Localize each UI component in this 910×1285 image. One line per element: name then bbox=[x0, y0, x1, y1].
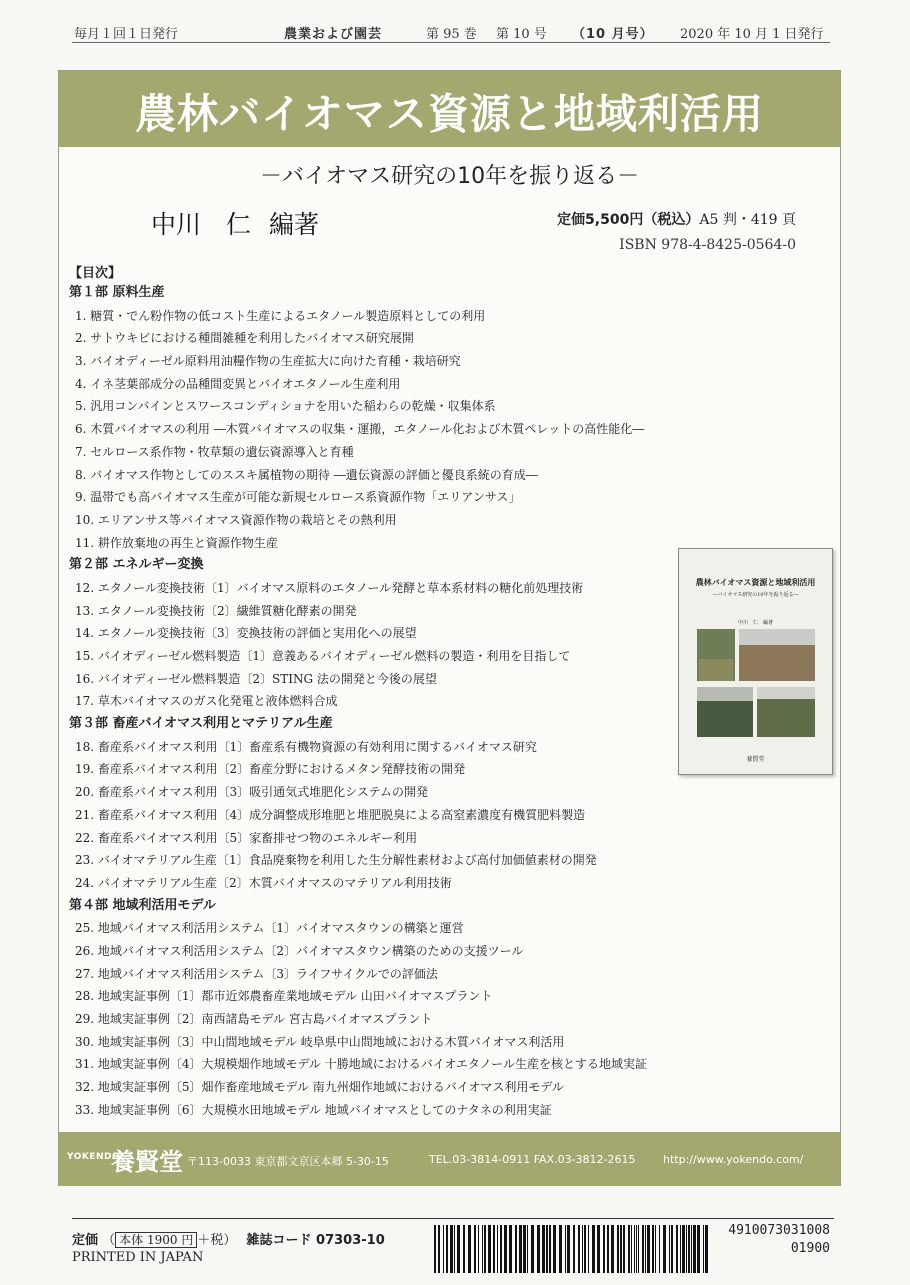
toc-item: 28. 地域実証事例〔1〕都市近郊農畜産業地域モデル 山田バイオマスプラント bbox=[75, 989, 493, 1004]
toc-item: 30. 地域実証事例〔3〕中山間地域モデル 岐阜県中山間地域における木質バイオマス利活用 bbox=[75, 1034, 565, 1049]
publisher-band bbox=[59, 1132, 840, 1186]
barcode-bar bbox=[546, 1225, 548, 1273]
barcode-bar bbox=[497, 1225, 498, 1273]
toc-item: 7. セルロース系作物・牧草類の遺伝資源導入と育種 bbox=[75, 444, 354, 459]
barcode-bar bbox=[588, 1225, 589, 1273]
barcode-bar bbox=[645, 1225, 646, 1273]
barcode-bar bbox=[686, 1225, 687, 1273]
barcode-bar bbox=[691, 1225, 692, 1273]
barcode-bar bbox=[703, 1225, 704, 1273]
price-open-paren: （ bbox=[102, 1233, 116, 1248]
toc-item: 20. 畜産系バイオマス利用〔3〕吸引通気式堆肥化システムの開発 bbox=[75, 785, 428, 800]
barcode-bar bbox=[659, 1225, 660, 1273]
barcode-bar bbox=[611, 1225, 614, 1273]
issue-frequency: 毎月１回１日発行 bbox=[74, 27, 179, 42]
cover-photos bbox=[697, 629, 815, 751]
barcode-bar bbox=[663, 1225, 666, 1273]
barcode-bar bbox=[523, 1225, 526, 1273]
toc-item: 24. バイオマテリアル生産〔2〕木質バイオマスのマテリアル利用技術 bbox=[75, 875, 452, 890]
book-format: A5 判・419 頁 bbox=[699, 212, 796, 228]
barcode-bar bbox=[682, 1225, 685, 1273]
magazine-name: 農業および園芸 bbox=[284, 27, 383, 42]
barcode-bar bbox=[697, 1225, 700, 1273]
volume-number: 第 95 巻 bbox=[426, 27, 477, 42]
barcode-bar bbox=[457, 1225, 460, 1273]
barcode-bar bbox=[636, 1225, 637, 1273]
barcode-bar bbox=[553, 1225, 556, 1273]
barcode-bar bbox=[652, 1225, 654, 1273]
title-band bbox=[59, 71, 840, 147]
toc-part-title: 第１部 原料生産 bbox=[69, 285, 165, 300]
toc-item: 5. 汎用コンバインとスワースコンディショナを用いた稲わらの乾燥・収集体系 bbox=[75, 399, 496, 414]
price-tax: ＋税） bbox=[197, 1233, 237, 1248]
barcode-bar bbox=[705, 1225, 708, 1273]
toc-item: 11. 耕作放棄地の再生と資源作物生産 bbox=[75, 535, 278, 550]
barcode-bar bbox=[680, 1225, 681, 1273]
book-title: 農林バイオマス資源と地域利活用 bbox=[135, 90, 764, 138]
printed-in: PRINTED IN JAPAN bbox=[72, 1250, 204, 1265]
isbn: ISBN 978-4-8425-0564-0 bbox=[619, 237, 796, 253]
barcode-bar bbox=[567, 1225, 570, 1273]
barcode-bar bbox=[542, 1225, 545, 1273]
book-author: 中川 仁 編著 bbox=[151, 210, 319, 239]
toc-item: 1. 糖質・でん粉作物の低コスト生産によるエタノール製造原料としての利用 bbox=[75, 308, 486, 323]
barcode-bar bbox=[603, 1225, 605, 1273]
barcode-bar bbox=[573, 1225, 575, 1273]
book-subtitle: －バイオマス研究の10年を振り返る－ bbox=[259, 164, 640, 189]
toc-item: 2. サトウキビにおける種間雑種を利用したバイオマス研究展開 bbox=[75, 331, 414, 346]
table-of-contents bbox=[69, 282, 689, 1121]
barcode-bar bbox=[631, 1225, 632, 1273]
barcode-bar bbox=[527, 1225, 528, 1273]
toc-heading: 【目次】 bbox=[69, 266, 122, 281]
toc-item: 3. バイオディーゼル原料用油糧作物の生産拡大に向けた育種・栽培研究 bbox=[75, 354, 461, 369]
publisher-logo: YOKENDO bbox=[67, 1152, 121, 1162]
toc-item: 15. バイオディーゼル燃料製造〔1〕意義あるバイオディーゼル燃料の製造・利用を目指して bbox=[75, 649, 571, 663]
barcode-bar bbox=[582, 1225, 583, 1273]
cover-photo-4-sky bbox=[757, 687, 815, 699]
barcode-bar bbox=[509, 1225, 512, 1273]
toc-item: 16. バイオディーゼル燃料製造〔2〕STING 法の開発と今後の展望 bbox=[75, 671, 437, 686]
barcode bbox=[434, 1225, 714, 1275]
toc-item: 23. バイオマテリアル生産〔1〕食品廃棄物を利用した生分解性素材および高付加価値素材の開発 bbox=[75, 853, 597, 868]
barcode-bar bbox=[484, 1225, 486, 1273]
barcode-bar bbox=[620, 1225, 622, 1273]
price-base: 本体 1900 円 bbox=[115, 1232, 197, 1248]
barcode-bar bbox=[515, 1225, 517, 1273]
cover-author: 中川 仁 編著 bbox=[737, 620, 773, 626]
barcode-bar bbox=[578, 1225, 580, 1273]
barcode-bar bbox=[628, 1225, 630, 1273]
price-amount: 定価5,500円（税込） bbox=[557, 212, 700, 228]
issue-month: （10 月号） bbox=[572, 27, 654, 42]
cover-subtitle: ―バイオマス研究の10年を振り返る― bbox=[712, 592, 799, 598]
barcode-bar bbox=[623, 1225, 625, 1273]
toc-item: 33. 地域実証事例〔6〕大規模水田地域モデル 地域バイオマスとしてのナタネの利用実証 bbox=[75, 1102, 552, 1117]
book-price bbox=[557, 209, 796, 229]
barcode-bar bbox=[519, 1225, 522, 1273]
publisher-address: 〒113-0033 東京都文京区本郷 5-30-15 bbox=[187, 1155, 389, 1168]
barcode-bar bbox=[493, 1225, 495, 1273]
toc-item: 21. 畜産系バイオマス利用〔4〕成分調整成形堆肥と堆肥脱臭による高窒素濃度有機質肥料製造 bbox=[75, 807, 586, 822]
barcode-bar bbox=[500, 1225, 502, 1273]
barcode-bar bbox=[450, 1225, 453, 1273]
barcode-bar bbox=[676, 1225, 678, 1273]
issue-number: 第 10 号 bbox=[496, 27, 547, 42]
magazine-code: 雑誌コード 07303-10 bbox=[246, 1233, 385, 1248]
barcode-bar bbox=[688, 1225, 690, 1273]
toc-part-title: 第４部 地域利活用モデル bbox=[69, 897, 216, 913]
book-cover-image bbox=[678, 548, 833, 775]
barcode-bar bbox=[504, 1225, 507, 1273]
toc-item: 32. 地域実証事例〔5〕畑作畜産地域モデル 南九州畑作地域におけるバイオマス利用モデル bbox=[75, 1080, 564, 1095]
toc-item: 17. 草木バイオマスのガス化発電と液体燃料合成 bbox=[75, 694, 338, 709]
barcode-bar bbox=[468, 1225, 471, 1273]
masthead bbox=[72, 20, 830, 43]
publisher-url[interactable]: http://www.yokendo.com/ bbox=[663, 1153, 804, 1166]
toc-item: 9. 温帯でも高バイオマス生産が可能な新規セルロース系資源作物「エリアンサス」 bbox=[75, 490, 521, 505]
barcode-bar bbox=[531, 1225, 534, 1273]
barcode-bar bbox=[549, 1225, 551, 1273]
barcode-bar bbox=[655, 1225, 656, 1273]
barcode-number: 4910073031008 bbox=[728, 1223, 830, 1238]
barcode-bar bbox=[597, 1225, 600, 1273]
toc-item: 8. バイオマス作物としてのススキ属植物の期待 ―遺伝資源の評価と優良系統の育成― bbox=[75, 467, 538, 482]
barcode-bar bbox=[584, 1225, 586, 1273]
toc-item: 4. イネ茎葉部成分の品種間変異とバイオエタノール生産利用 bbox=[75, 376, 401, 391]
barcode-bar bbox=[617, 1225, 619, 1273]
toc-part-title: 第３部 畜産バイオマス利用とマテリアル生産 bbox=[69, 716, 333, 732]
price-label: 定価 bbox=[72, 1233, 99, 1248]
cover-photo-1-ground bbox=[699, 659, 733, 681]
barcode-bar bbox=[463, 1225, 465, 1273]
magazine-price bbox=[72, 1229, 385, 1248]
barcode-bar bbox=[488, 1225, 491, 1273]
toc-item: 27. 地域バイオマス利活用システム〔3〕ライフサイクルでの評価法 bbox=[75, 966, 438, 981]
barcode-bar bbox=[434, 1225, 436, 1273]
book-advertisement bbox=[58, 70, 841, 1186]
barcode-bar bbox=[559, 1225, 562, 1273]
toc-item: 18. 畜産系バイオマス利用〔1〕畜産系有機物資源の有効利用に関するバイオマス研究 bbox=[75, 739, 537, 754]
barcode-bar bbox=[647, 1225, 650, 1273]
imprint bbox=[72, 1218, 834, 1279]
barcode-bar bbox=[482, 1225, 483, 1273]
barcode-bar bbox=[693, 1225, 696, 1273]
barcode-bar bbox=[454, 1225, 455, 1273]
toc-item: 10. エリアンサス等バイオマス資源作物の栽培とその熱利用 bbox=[75, 512, 397, 527]
barcode-bar bbox=[474, 1225, 476, 1273]
toc-item: 26. 地域バイオマス利活用システム〔2〕バイオマスタウン構築のための支援ツール bbox=[75, 943, 524, 958]
barcode-bar bbox=[638, 1225, 639, 1273]
toc-part-title: 第２部 エネルギー変換 bbox=[69, 557, 204, 573]
toc-item: 19. 畜産系バイオマス利用〔2〕畜産分野におけるメタン発酵技術の開発 bbox=[75, 762, 466, 777]
barcode-bar bbox=[607, 1225, 609, 1273]
barcode-bar bbox=[671, 1225, 673, 1273]
toc-item: 12. エタノール変換技術〔1〕バイオマス原料のエタノール発酵と草本系材料の糖化前処理技術 bbox=[75, 580, 584, 595]
cover-title: 農林バイオマス資源と地域利活用 bbox=[695, 578, 816, 587]
cover-photo-3-sky bbox=[697, 687, 753, 701]
barcode-bar bbox=[669, 1225, 670, 1273]
toc-item: 22. 畜産系バイオマス利用〔5〕家畜排せつ物のエネルギー利用 bbox=[75, 830, 418, 845]
toc-item: 31. 地域実証事例〔4〕大規模畑作地域モデル 十勝地域におけるバイオエタノール生産を核とする地域実証 bbox=[75, 1057, 647, 1072]
barcode-bar bbox=[537, 1225, 540, 1273]
publisher-phone: TEL.03-3814-0911 FAX.03-3812-2615 bbox=[429, 1153, 636, 1166]
barcode-bar bbox=[592, 1225, 595, 1273]
cover-publisher: 養賢堂 bbox=[746, 756, 765, 763]
barcode-bar bbox=[446, 1225, 448, 1273]
toc-item: 13. エタノール変換技術〔2〕繊維質糖化酵素の開発 bbox=[75, 603, 357, 618]
toc-item: 25. 地域バイオマス利活用システム〔1〕バイオマスタウンの構築と運営 bbox=[75, 921, 464, 936]
publisher-name: 養賢堂 bbox=[111, 1148, 183, 1176]
barcode-bar bbox=[478, 1225, 479, 1273]
issue-date: 2020 年 10 月 1 日発行 bbox=[680, 27, 824, 42]
toc-item: 14. エタノール変換技術〔3〕変換技術の評価と実用化への展望 bbox=[75, 626, 417, 641]
toc-item: 6. 木質バイオマスの利用 ―木質バイオマスの収集・運搬，エタノール化および木質ペレットの高性能化― bbox=[75, 422, 645, 437]
toc-item: 29. 地域実証事例〔2〕南西諸島モデル 宮古島バイオマスプラント bbox=[75, 1012, 433, 1026]
barcode-bar bbox=[438, 1225, 440, 1273]
barcode-bar bbox=[634, 1225, 635, 1273]
barcode-bar bbox=[642, 1225, 644, 1273]
barcode-addon: 01900 bbox=[790, 1241, 830, 1256]
cover-photo-2-sky bbox=[739, 629, 815, 645]
barcode-bar bbox=[565, 1225, 566, 1273]
barcode-bar bbox=[443, 1225, 444, 1273]
